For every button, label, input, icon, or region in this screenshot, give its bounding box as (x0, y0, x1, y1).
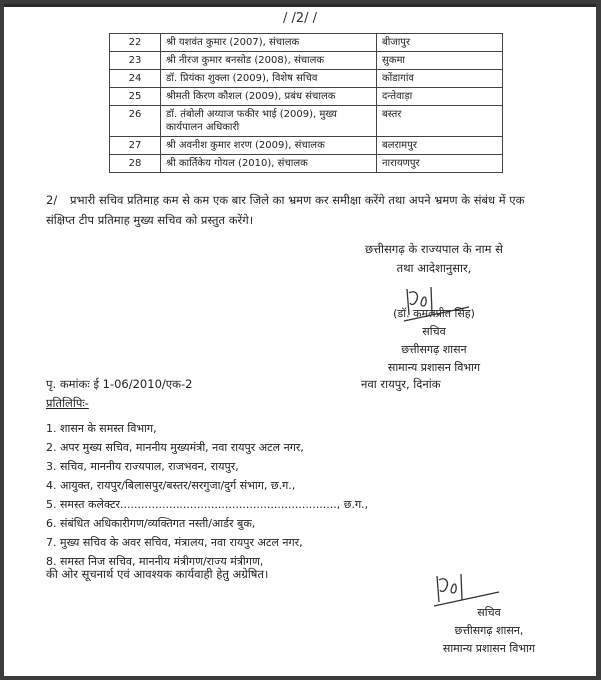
officer-name: श्री नीरज कुमार बनसोड (2008), संचालक (161, 52, 377, 70)
reference-number: पृ. कमांकः ई 1-06/2010/एक-2 (46, 377, 193, 391)
district-name: बलरामपुर (377, 137, 503, 155)
place-date: नवा रायपुर, दिनांक (361, 377, 441, 391)
document-page (4, 4, 596, 676)
authority-line-2: तथा आदेशानुसार, (396, 261, 472, 275)
copy-list-item: 2. अपर मुख्य सचिव, माननीय मुख्यमंत्री, नवा रायपुर अटल नगर, (46, 441, 304, 454)
signatory-department: सामान्य प्रशासन विभाग (387, 361, 481, 374)
row-number: 27 (110, 137, 161, 155)
table-row (110, 70, 503, 88)
copy-heading: प्रतिलिपिः- (46, 396, 89, 410)
signatory-2-department: सामान्य प्रशासन विभाग (442, 642, 536, 655)
row-number: 23 (110, 52, 161, 70)
signatory-2-designation: सचिव (477, 606, 501, 619)
table-row (110, 52, 503, 70)
authority-line-1: छत्तीसगढ़ के राज्यपाल के नाम से (365, 242, 503, 256)
officer-name: श्री अवनीश कुमार शरण (2009), संचालक (161, 137, 377, 155)
officer-name: श्री कार्तिकेय गोयल (2010), संचालक (161, 155, 377, 173)
page-number: / /2/ / (282, 11, 318, 26)
row-number: 28 (110, 155, 161, 173)
copy-list-item: 7. मुख्य सचिव के अवर सचिव, मंत्रालय, नवा रायपुर अटल नगर, (46, 536, 303, 549)
signatory-name: (डॉ. कमलप्रीत सिंह) (393, 307, 475, 320)
signatory-block (344, 305, 524, 377)
table-row (110, 106, 503, 137)
table-row (110, 34, 503, 52)
district-name: दन्तेवाड़ा (377, 88, 503, 106)
signatory-government: छत्तीसगढ़ शासन (401, 343, 467, 356)
district-name: बीजापुर (377, 34, 503, 52)
signatory-2-block (404, 604, 574, 658)
row-number: 24 (110, 70, 161, 88)
copy-list-item: 5. समस्त कलेक्टर.............................................................., छ.ग., (46, 498, 369, 511)
forward-note: की ओर सूचनार्थ एवं आवश्यक कार्यवाही हेतु अग्रेषित। (46, 567, 269, 581)
table-row (110, 137, 503, 155)
district-name: सुकमा (377, 52, 503, 70)
table-row (110, 155, 503, 173)
copy-list-item: 1. शासन के समस्त विभाग, (46, 422, 157, 435)
copy-list-item: 8. समस्त निज सचिव, माननीय मंत्रीगण/राज्य मंत्रीगण, (46, 555, 264, 568)
copy-list (46, 419, 426, 571)
table-row (110, 88, 503, 106)
signatory-2-government: छत्तीसगढ़ शासन, (454, 624, 524, 637)
row-number: 22 (110, 34, 161, 52)
officer-name: श्री यशवंत कुमार (2007), संचालक (161, 34, 377, 52)
row-number: 25 (110, 88, 161, 106)
district-name: कोंडागांव (377, 70, 503, 88)
officers-table (109, 33, 503, 173)
officer-name: डॉ. प्रियंका शुक्ला (2009), विशेष सचिव (161, 70, 377, 88)
paragraph-text: प्रभारी सचिव प्रतिमाह कम से कम एक बार जिले का भ्रमण कर समीक्षा करेंगे तथा अपने भ्रमण के संबंध में एक संक्षिप्त टीप प्रतिमाह मुख्य सचिव को प्रस्तुत करेंगे। (46, 193, 525, 227)
authority-block (334, 240, 534, 278)
copy-list-item: 4. आयुक्त, रायपुर/बिलासपुर/बस्तर/सरगुजा/दुर्ग संभाग, छ.ग., (46, 479, 296, 492)
signatory-designation: सचिव (422, 325, 446, 338)
district-name: नारायणपुर (377, 155, 503, 173)
copy-list-item: 6. संबंधित अधिकारीगण/व्यक्तिगत नस्ती/आर्डर बुक, (46, 517, 256, 530)
district-name: बस्तर (377, 106, 503, 137)
row-number: 26 (110, 106, 161, 137)
paragraph-2 (46, 190, 546, 230)
officer-name: श्रीमती किरण कौशल (2009), प्रबंध संचालक (161, 88, 377, 106)
copy-list-item: 3. सचिव, माननीय राज्यपाल, राजभवन, रायपुर, (46, 460, 239, 473)
officer-name: डॉ. तंबोली अय्याज फकीर भाई (2009), मुख्य कार्यपालन अधिकारी (161, 106, 377, 137)
paragraph-number: 2/ (46, 193, 58, 207)
